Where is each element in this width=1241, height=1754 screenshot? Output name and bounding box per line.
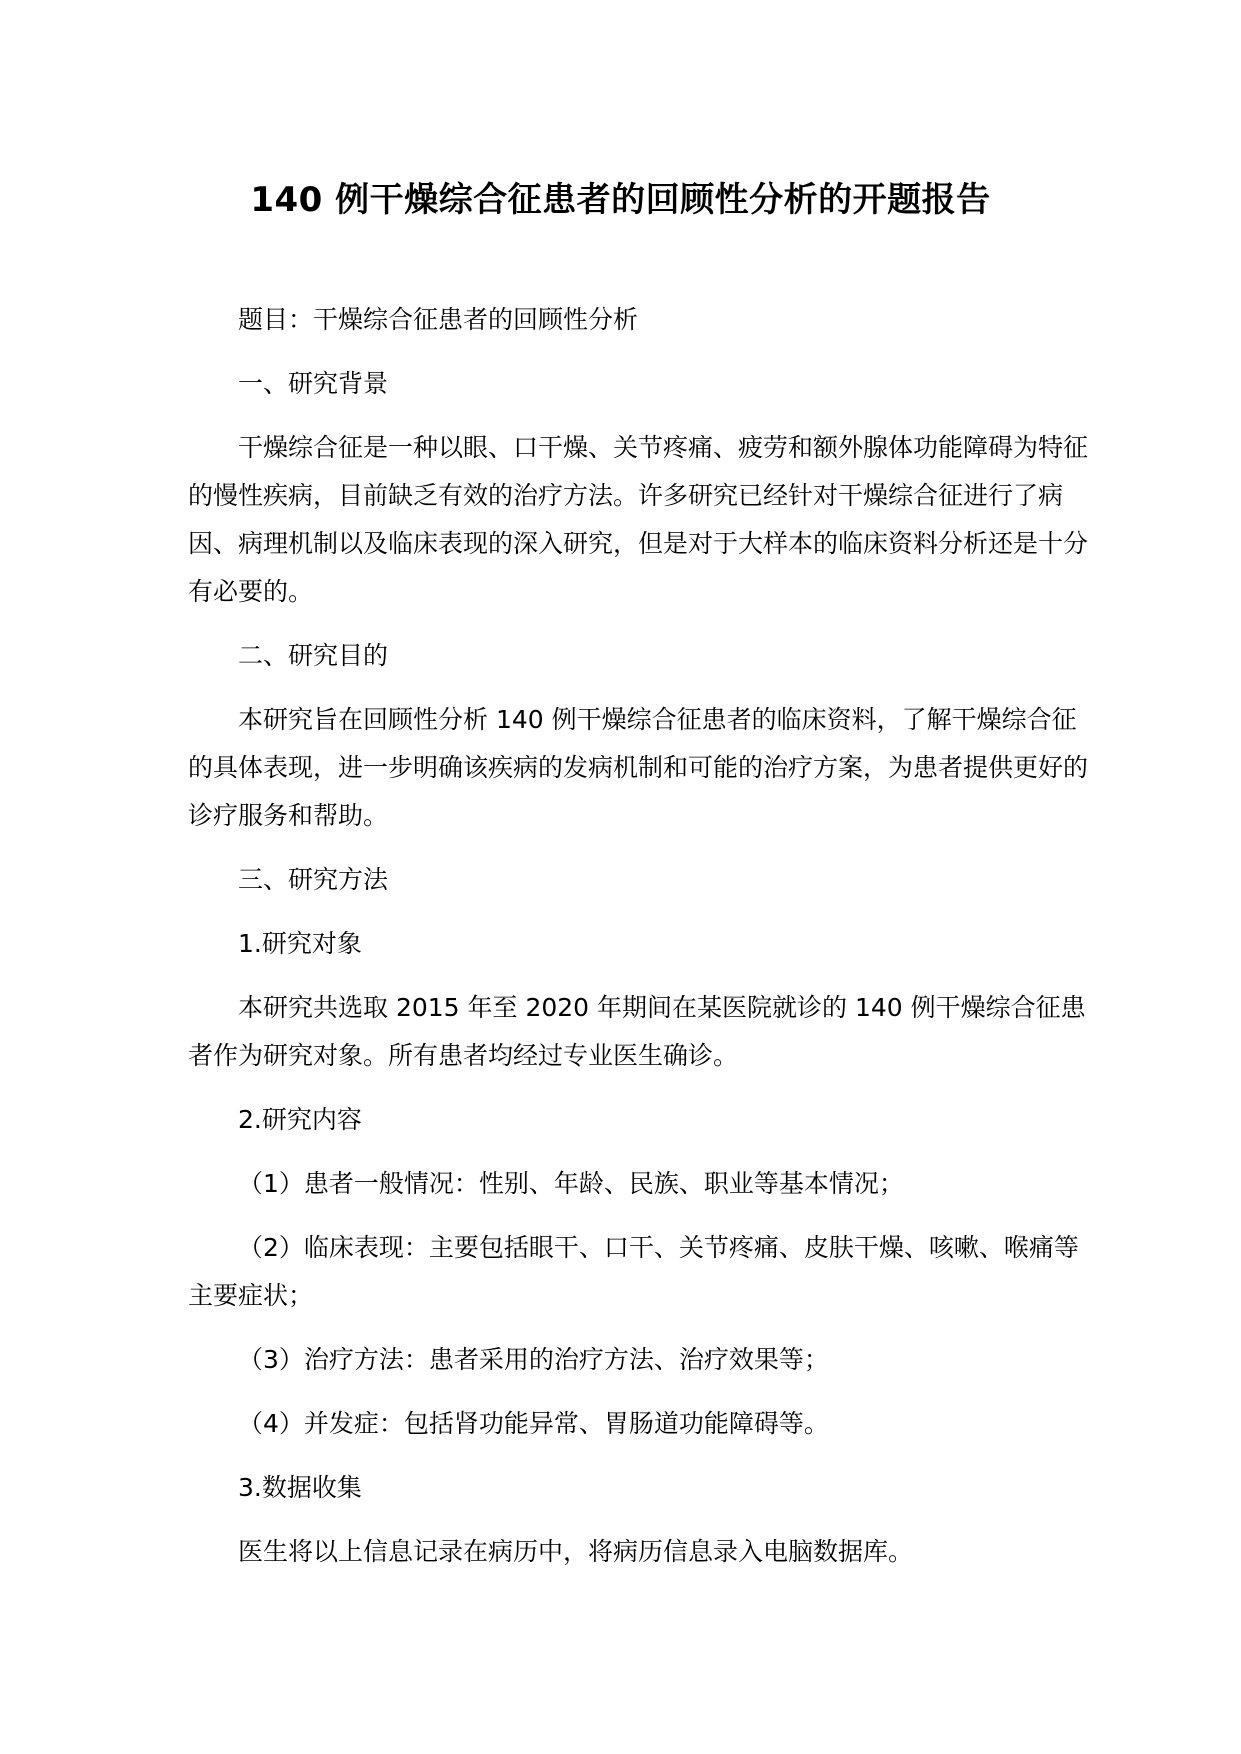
list-item-clinical: （2）临床表现：主要包括眼干、口干、关节疼痛、皮肤干燥、咳嗽、喉痛等主要症状； <box>188 1233 1079 1310</box>
paragraph-background: 干燥综合征是一种以眼、口干燥、关节疼痛、疲劳和额外腺体功能障碍为特征的慢性疾病，目前缺乏有效的治疗方法。许多研究已经针对干燥综合征进行了病因、病理机制以及临床表现的深入研究，但是对于大样本的临床资料分析还是十分有必要的。 <box>188 433 1089 606</box>
topic-line: 题目：干燥综合征患者的回顾性分析 <box>238 305 639 334</box>
section-heading-background: 一、研究背景 <box>238 369 389 398</box>
section-heading-methods: 三、研究方法 <box>238 865 389 894</box>
paragraph-purpose: 本研究旨在回顾性分析 140 例干燥综合征患者的临床资料，了解干燥综合征的具体表现，进一步明确该疾病的发病机制和可能的治疗方案，为患者提供更好的诊疗服务和帮助。 <box>188 705 1089 830</box>
document-body <box>188 296 1088 1592</box>
subheading-subjects: 1.研究对象 <box>238 929 362 958</box>
list-item-complications: （4）并发症：包括肾功能异常、胃肠道功能障碍等。 <box>238 1409 829 1438</box>
subheading-data-collection: 3.数据收集 <box>238 1473 362 1502</box>
subheading-content: 2.研究内容 <box>238 1105 362 1134</box>
list-item-treatment: （3）治疗方法：患者采用的治疗方法、治疗效果等； <box>238 1345 829 1374</box>
paragraph-data-collection: 医生将以上信息记录在病历中，将病历信息录入电脑数据库。 <box>238 1537 914 1566</box>
document-title: 140 例干燥综合征患者的回顾性分析的开题报告 <box>250 180 991 220</box>
list-item-general: （1）患者一般情况：性别、年龄、民族、职业等基本情况； <box>238 1169 904 1198</box>
section-heading-purpose: 二、研究目的 <box>238 641 389 670</box>
paragraph-subjects: 本研究共选取 2015 年至 2020 年期间在某医院就诊的 140 例干燥综合征患者作为研究对象。所有患者均经过专业医生确诊。 <box>188 993 1086 1070</box>
